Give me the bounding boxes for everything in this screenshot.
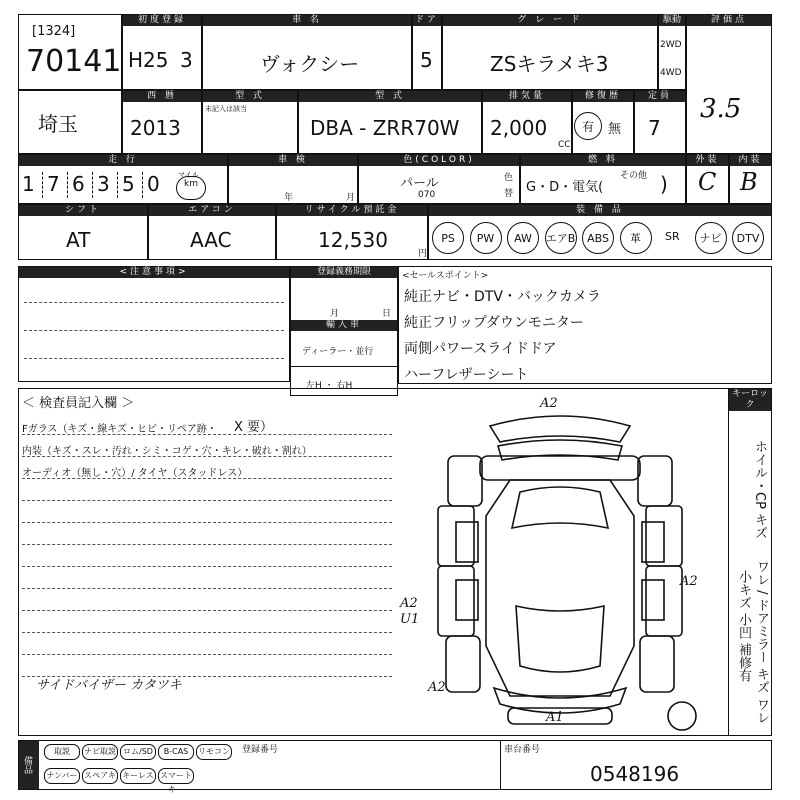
fuel: G・D・電気( bbox=[526, 180, 604, 195]
import-date-header: 登録義務期限 bbox=[291, 267, 397, 278]
inspector-glass: Fガラス（キズ・線キズ・ヒビ・リペア跡・ bbox=[22, 424, 217, 435]
legend-vertical-2: ワレ / ドアミラー キズ ワレ bbox=[754, 560, 769, 724]
region: 埼玉 bbox=[38, 112, 78, 136]
drive-header: 駆動 bbox=[659, 15, 685, 26]
fuel-header: 燃 料 bbox=[521, 155, 685, 166]
mile-label: マイル bbox=[178, 171, 199, 179]
inspection-month-unit: 月 bbox=[346, 193, 356, 203]
inspector-interior: 内装（キズ・スレ・汚れ・シミ・コゲ・穴・キレ・破れ・割れ） bbox=[22, 446, 312, 457]
equipment-pill: B-CAS bbox=[158, 744, 194, 760]
import-handle: 左H ・ 右H bbox=[306, 381, 353, 391]
sales-point: 両側パワースライドドア bbox=[404, 341, 557, 357]
aircon: AAC bbox=[190, 228, 232, 252]
inspector-title: ＜ 検査員記入欄 ＞ bbox=[22, 396, 135, 411]
inspector-line bbox=[22, 522, 392, 523]
km-circle: km bbox=[176, 176, 206, 200]
inspector-line bbox=[22, 632, 392, 633]
grade-header: グ レ ー ド bbox=[443, 15, 657, 26]
mileage-digit: 7 bbox=[47, 172, 60, 196]
inspector-line bbox=[22, 610, 392, 611]
handwritten-note: サイドバイザー カタツキ bbox=[36, 678, 182, 693]
equipment-item: DTV bbox=[732, 222, 764, 254]
color-change-2: 替 bbox=[504, 189, 514, 199]
legend-vertical-3: 小キズ 小凹 補修有 bbox=[736, 570, 751, 683]
lot-number: 70141 bbox=[26, 44, 122, 79]
drive-4wd: 4WD bbox=[660, 68, 682, 78]
car-name-header: 車 名 bbox=[203, 15, 411, 26]
legend-header: キーロック bbox=[729, 389, 771, 411]
shift-header: シフト bbox=[19, 205, 147, 216]
year-header: 西 暦 bbox=[123, 91, 201, 102]
digit-divider bbox=[67, 172, 68, 198]
capacity-header: 定員 bbox=[635, 91, 685, 102]
color-code: 070 bbox=[418, 190, 436, 200]
equipment-pill: ロム/SD bbox=[120, 744, 156, 760]
reg-month: 3 bbox=[180, 48, 193, 72]
remarks-line bbox=[24, 330, 284, 331]
score: 3.5 bbox=[700, 94, 742, 124]
reg-label: 登録番号 bbox=[242, 745, 279, 755]
repair-no: 無 bbox=[608, 122, 622, 137]
equipment-header: 装 備 品 bbox=[429, 205, 771, 216]
equipment-item: AW bbox=[507, 222, 539, 254]
exterior-grade: C bbox=[698, 168, 717, 196]
sales-point: 純正ナビ・DTV・バックカメラ bbox=[404, 289, 601, 305]
mileage-digit: 5 bbox=[122, 172, 135, 196]
equipment-pill: リモコン bbox=[196, 744, 232, 760]
inspector-glass-mark: X 要） bbox=[234, 420, 274, 435]
cc-unit: CC bbox=[558, 140, 571, 150]
digit-divider bbox=[92, 172, 93, 198]
equipment-item: PS bbox=[432, 222, 464, 254]
digit-divider bbox=[42, 172, 43, 198]
capacity: 7 bbox=[648, 116, 661, 140]
car-name: ヴォクシー bbox=[260, 52, 360, 76]
import-month: 月 bbox=[330, 309, 340, 319]
spare-tire-circle bbox=[668, 702, 696, 730]
chassis-label: 車台番号 bbox=[504, 745, 541, 755]
sales-point: ハーフレザーシート bbox=[404, 367, 529, 383]
mileage-digit: 0 bbox=[147, 172, 160, 196]
damage-mark: U1 bbox=[400, 612, 420, 627]
equipment-pill: スペアキー bbox=[82, 768, 118, 784]
inspector-line bbox=[22, 588, 392, 589]
shift: AT bbox=[66, 228, 91, 252]
color-change-1: 色 bbox=[504, 173, 514, 183]
repair-header: 修復歴 bbox=[573, 91, 633, 102]
damage-mark: A2 bbox=[680, 574, 698, 589]
import-dealer: ディーラー・並行 bbox=[302, 347, 374, 357]
equipment-item: ナビ bbox=[695, 222, 727, 254]
digit-divider bbox=[142, 172, 143, 198]
score-header: 評価点 bbox=[687, 15, 771, 26]
remarks-box bbox=[18, 266, 290, 382]
import-box bbox=[290, 266, 398, 396]
equipment-pill: キーレス bbox=[120, 768, 156, 784]
damage-mark: A2 bbox=[540, 396, 558, 411]
model-year: 2013 bbox=[130, 116, 181, 140]
import-header: 輸入車 bbox=[291, 320, 397, 331]
fuel-other: その他 bbox=[620, 171, 648, 181]
remarks-line bbox=[24, 302, 284, 303]
repair-yes-circle: 有 bbox=[574, 112, 602, 140]
equipment-pill: ナビ取説 bbox=[82, 744, 118, 760]
mileage-digit: 3 bbox=[97, 172, 110, 196]
grade: ZSキラメキ3 bbox=[490, 52, 609, 76]
damage-mark: A2 bbox=[428, 680, 446, 695]
recycle-fee: 12,530 bbox=[318, 228, 388, 252]
car-damage-diagram bbox=[420, 396, 720, 732]
recycle-header: リサイクル預託金 bbox=[277, 205, 427, 216]
inspection-year-unit: 年 bbox=[284, 193, 294, 203]
model-code: DBA - ZRR70W bbox=[310, 116, 460, 140]
equipment-pill: 取説 bbox=[44, 744, 80, 760]
inspector-line bbox=[22, 566, 392, 567]
doors: 5 bbox=[420, 48, 433, 72]
damage-mark: A2 bbox=[400, 596, 418, 611]
drive-2wd: 2WD bbox=[660, 40, 682, 50]
color-header: 色(COLOR) bbox=[359, 155, 519, 166]
mileage-digit: 6 bbox=[72, 172, 85, 196]
color: パール bbox=[400, 176, 439, 191]
equip-side-label: 備品 bbox=[19, 741, 39, 789]
int-grade-header: 内装 bbox=[730, 155, 771, 166]
doors-header: ドア bbox=[413, 15, 441, 26]
unrecorded-note: 未記入は該当 bbox=[205, 105, 247, 113]
equipment-item: ABS bbox=[582, 222, 614, 254]
model-header: 型 式 bbox=[299, 91, 481, 102]
damage-mark: A1 bbox=[546, 710, 564, 725]
bottom-divider bbox=[500, 740, 501, 790]
yen-unit: 円 bbox=[418, 249, 428, 259]
fuel-close: ) bbox=[660, 172, 668, 196]
score-box bbox=[686, 14, 772, 154]
mileage-header: 走 行 bbox=[19, 155, 227, 166]
inspector-line bbox=[22, 500, 392, 501]
equipment-item: エアB bbox=[545, 222, 577, 254]
displacement: 2,000 bbox=[490, 116, 548, 140]
legend-vertical-1: ホイル・CP キズ bbox=[752, 440, 767, 540]
import-divider bbox=[290, 366, 398, 367]
inspector-line bbox=[22, 456, 392, 457]
sales-point: 純正フリップダウンモニター bbox=[404, 315, 584, 331]
aircon-header: エアコン bbox=[149, 205, 275, 216]
remarks-line bbox=[24, 358, 284, 359]
equipment-pill: スマートキー bbox=[158, 768, 194, 784]
lot-label: [1324] bbox=[32, 24, 76, 39]
sales-label: <セールスポイント> bbox=[402, 271, 489, 281]
date-header: 初度登録 bbox=[123, 15, 201, 26]
inspection-header: 型 式 bbox=[203, 91, 297, 102]
inspector-line bbox=[22, 544, 392, 545]
equipment-item: 革 bbox=[620, 222, 652, 254]
remarks-header: <注意事項> bbox=[19, 267, 289, 278]
equipment-item: SR bbox=[665, 230, 680, 243]
inspector-line bbox=[22, 478, 392, 479]
vehicle-inspection-header: 車 検 bbox=[229, 155, 357, 166]
mileage-digit: 1 bbox=[22, 172, 35, 196]
chassis-number: 0548196 bbox=[590, 762, 680, 786]
equipment-item: PW bbox=[470, 222, 502, 254]
interior-grade: B bbox=[740, 168, 758, 196]
cc-header: 排気量 bbox=[483, 91, 571, 102]
import-day: 日 bbox=[382, 309, 392, 319]
inspector-line bbox=[22, 434, 392, 435]
digit-divider bbox=[117, 172, 118, 198]
inspector-line bbox=[22, 654, 392, 655]
ext-grade-header: 外装 bbox=[687, 155, 728, 166]
inspector-audio: オーディオ（無し・穴）/ タイヤ（スタッドレス） bbox=[22, 468, 248, 479]
equipment-pill: ナンバー bbox=[44, 768, 80, 784]
era-year: H25 bbox=[128, 48, 169, 72]
